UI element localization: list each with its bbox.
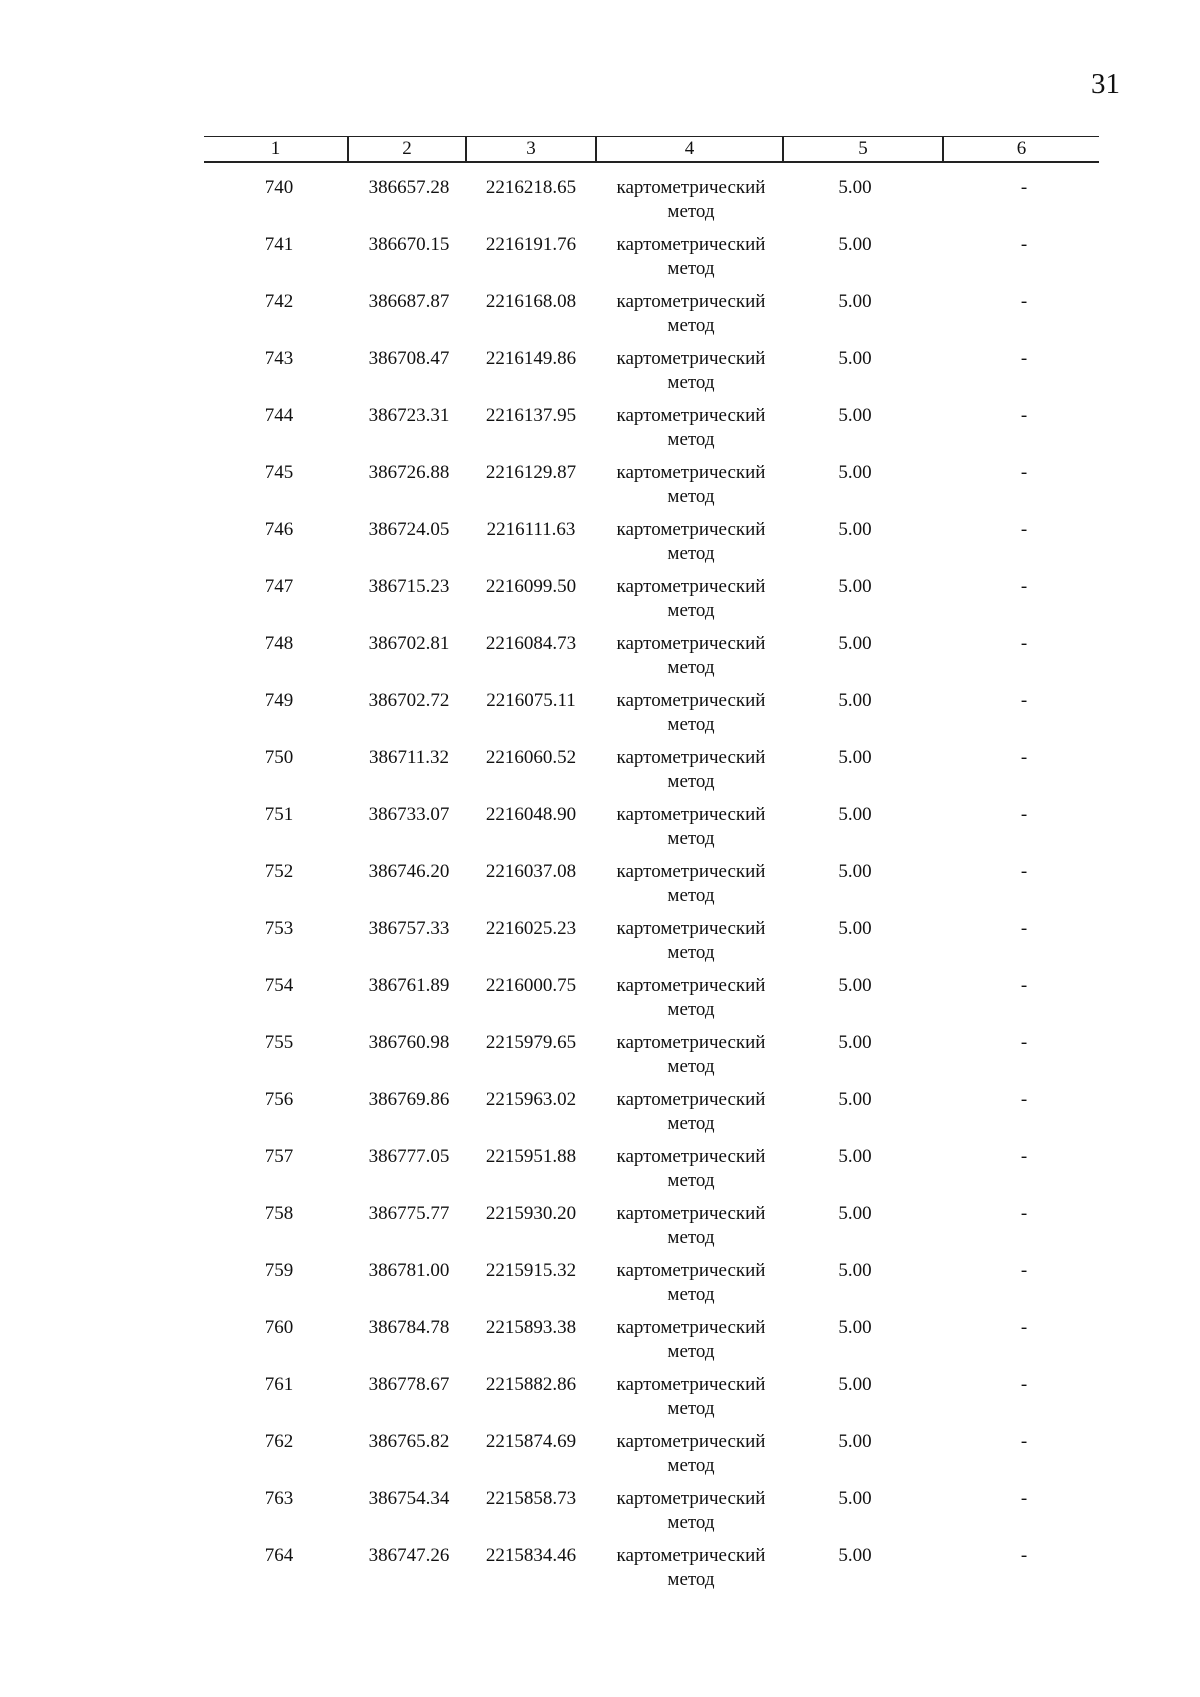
coordinate-y: 2216149.86 (485, 348, 577, 369)
method-line-1: картометрический (616, 1317, 766, 1338)
coordinate-y: 2216111.63 (486, 519, 576, 540)
method-line-1: картометрический (616, 1203, 766, 1224)
table-row (204, 233, 1099, 290)
coordinate-x: 386670.15 (368, 234, 450, 255)
method-line-2: метод (667, 1284, 715, 1305)
coordinate-y: 2216129.87 (485, 462, 577, 483)
accuracy-value: 5.00 (838, 405, 872, 426)
method-cell (601, 746, 781, 794)
table-row (204, 860, 1099, 917)
description-value: - (1020, 1146, 1028, 1167)
method-line-1: картометрический (616, 1545, 766, 1566)
coordinate-y: 2216037.08 (485, 861, 577, 882)
method-line-2: метод (667, 828, 715, 849)
point-number: 764 (264, 1545, 294, 1566)
method-line-1: картометрический (616, 1488, 766, 1509)
accuracy-value: 5.00 (838, 234, 872, 255)
coordinate-y: 2215893.38 (485, 1317, 577, 1338)
method-cell (601, 404, 781, 452)
point-number: 761 (264, 1374, 294, 1395)
coordinate-y: 2216075.11 (486, 690, 576, 711)
coordinate-y: 2216099.50 (485, 576, 577, 597)
method-line-2: метод (667, 1170, 715, 1191)
coordinate-x: 386711.32 (368, 747, 450, 768)
point-number: 740 (264, 177, 294, 198)
description-value: - (1020, 234, 1028, 255)
point-number: 755 (264, 1032, 294, 1053)
coordinate-x: 386777.05 (368, 1146, 450, 1167)
accuracy-value: 5.00 (838, 804, 872, 825)
table-row (204, 974, 1099, 1031)
method-line-1: картометрический (616, 348, 766, 369)
coordinate-x: 386746.20 (368, 861, 450, 882)
point-number: 743 (264, 348, 294, 369)
accuracy-value: 5.00 (838, 462, 872, 483)
method-line-2: метод (667, 1569, 715, 1590)
accuracy-value: 5.00 (838, 291, 872, 312)
method-line-1: картометрический (616, 918, 766, 939)
coordinate-x: 386687.87 (368, 291, 450, 312)
accuracy-value: 5.00 (838, 633, 872, 654)
method-cell (601, 518, 781, 566)
coordinate-x: 386757.33 (368, 918, 450, 939)
method-line-1: картометрический (616, 1374, 766, 1395)
point-number: 758 (264, 1203, 294, 1224)
accuracy-value: 5.00 (838, 1374, 872, 1395)
method-line-2: метод (667, 885, 715, 906)
coordinate-x: 386726.88 (368, 462, 450, 483)
method-line-2: метод (667, 1227, 715, 1248)
coordinate-x: 386754.34 (368, 1488, 450, 1509)
table-row (204, 575, 1099, 632)
method-line-2: метод (667, 714, 715, 735)
point-number: 752 (264, 861, 294, 882)
accuracy-value: 5.00 (838, 1431, 872, 1452)
column-header-3: 3 (467, 137, 597, 161)
table-row (204, 1544, 1099, 1601)
method-cell (601, 1373, 781, 1421)
coordinate-y: 2215963.02 (485, 1089, 577, 1110)
method-line-2: метод (667, 1455, 715, 1476)
coordinate-x: 386781.00 (368, 1260, 450, 1281)
method-cell (601, 1544, 781, 1592)
accuracy-value: 5.00 (838, 576, 872, 597)
method-cell (601, 1316, 781, 1364)
accuracy-value: 5.00 (838, 975, 872, 996)
coordinate-x: 386708.47 (368, 348, 450, 369)
description-value: - (1020, 405, 1028, 426)
accuracy-value: 5.00 (838, 348, 872, 369)
accuracy-value: 5.00 (838, 1545, 872, 1566)
point-number: 753 (264, 918, 294, 939)
description-value: - (1020, 462, 1028, 483)
table-row (204, 404, 1099, 461)
description-value: - (1020, 1317, 1028, 1338)
method-cell (601, 860, 781, 908)
coordinate-y: 2215951.88 (485, 1146, 577, 1167)
point-number: 754 (264, 975, 294, 996)
method-cell (601, 176, 781, 224)
column-header-2: 2 (349, 137, 467, 161)
point-number: 757 (264, 1146, 294, 1167)
coordinate-x: 386761.89 (368, 975, 450, 996)
description-value: - (1020, 1545, 1028, 1566)
method-line-2: метод (667, 1341, 715, 1362)
method-line-2: метод (667, 543, 715, 564)
coordinate-y: 2215979.65 (485, 1032, 577, 1053)
method-line-2: метод (667, 486, 715, 507)
description-value: - (1020, 291, 1028, 312)
description-value: - (1020, 804, 1028, 825)
coordinate-y: 2216191.76 (485, 234, 577, 255)
accuracy-value: 5.00 (838, 747, 872, 768)
accuracy-value: 5.00 (838, 1317, 872, 1338)
coordinate-y: 2216084.73 (485, 633, 577, 654)
method-line-2: метод (667, 600, 715, 621)
method-cell (601, 974, 781, 1022)
coordinate-y: 2216218.65 (485, 177, 577, 198)
method-line-1: картометрический (616, 291, 766, 312)
method-line-2: метод (667, 1512, 715, 1533)
method-line-1: картометрический (616, 747, 766, 768)
coordinate-y: 2215882.86 (485, 1374, 577, 1395)
table-row (204, 1259, 1099, 1316)
point-number: 756 (264, 1089, 294, 1110)
method-cell (601, 1259, 781, 1307)
column-header-6: 6 (1016, 138, 1027, 159)
description-value: - (1020, 1374, 1028, 1395)
accuracy-value: 5.00 (838, 861, 872, 882)
point-number: 749 (264, 690, 294, 711)
method-cell (601, 347, 781, 395)
column-header-4: 4 (597, 137, 784, 161)
table-row (204, 746, 1099, 803)
method-line-1: картометрический (616, 576, 766, 597)
coordinate-x: 386775.77 (368, 1203, 450, 1224)
method-cell (601, 233, 781, 281)
method-cell (601, 917, 781, 965)
method-line-1: картометрический (616, 234, 766, 255)
coordinate-x: 386702.72 (368, 690, 450, 711)
accuracy-value: 5.00 (838, 519, 872, 540)
description-value: - (1020, 690, 1028, 711)
coordinate-x: 386733.07 (368, 804, 450, 825)
table-row (204, 1145, 1099, 1202)
method-line-2: метод (667, 942, 715, 963)
column-header-5: 5 (784, 137, 944, 161)
table-row (204, 1430, 1099, 1487)
description-value: - (1020, 918, 1028, 939)
point-number: 747 (264, 576, 294, 597)
coordinate-y: 2215930.20 (485, 1203, 577, 1224)
table-row (204, 176, 1099, 233)
coordinate-x: 386760.98 (368, 1032, 450, 1053)
coordinate-x: 386715.23 (368, 576, 450, 597)
table-row (204, 347, 1099, 404)
point-number: 744 (264, 405, 294, 426)
method-cell (601, 1430, 781, 1478)
method-line-1: картометрический (616, 1032, 766, 1053)
table-row (204, 1031, 1099, 1088)
method-line-1: картометрический (616, 690, 766, 711)
method-cell (601, 290, 781, 338)
method-line-2: метод (667, 315, 715, 336)
coordinate-y: 2216137.95 (485, 405, 577, 426)
coordinate-y: 2215915.32 (485, 1260, 577, 1281)
method-line-1: картометрический (616, 177, 766, 198)
method-cell (601, 1202, 781, 1250)
point-number: 748 (264, 633, 294, 654)
point-number: 762 (264, 1431, 294, 1452)
method-line-1: картометрический (616, 804, 766, 825)
method-line-2: метод (667, 771, 715, 792)
method-line-2: метод (667, 1113, 715, 1134)
description-value: - (1020, 861, 1028, 882)
coordinate-x: 386657.28 (368, 177, 450, 198)
method-line-2: метод (667, 1398, 715, 1419)
table-row (204, 518, 1099, 575)
description-value: - (1020, 1032, 1028, 1053)
point-number: 759 (264, 1260, 294, 1281)
coordinate-x: 386784.78 (368, 1317, 450, 1338)
table-header (204, 136, 1099, 163)
coordinate-y: 2215834.46 (485, 1545, 577, 1566)
description-value: - (1020, 975, 1028, 996)
coordinate-x: 386765.82 (368, 1431, 450, 1452)
coordinate-y: 2216000.75 (485, 975, 577, 996)
table-row (204, 1373, 1099, 1430)
method-cell (601, 461, 781, 509)
description-value: - (1020, 576, 1028, 597)
method-line-1: картометрический (616, 861, 766, 882)
accuracy-value: 5.00 (838, 1089, 872, 1110)
method-cell (601, 1088, 781, 1136)
point-number: 742 (264, 291, 294, 312)
method-line-1: картометрический (616, 1146, 766, 1167)
coordinate-y: 2215858.73 (485, 1488, 577, 1509)
accuracy-value: 5.00 (838, 1203, 872, 1224)
method-cell (601, 1031, 781, 1079)
table-row (204, 917, 1099, 974)
accuracy-value: 5.00 (838, 1488, 872, 1509)
method-cell (601, 1145, 781, 1193)
method-cell (601, 1487, 781, 1535)
method-line-2: метод (667, 999, 715, 1020)
table-row (204, 1088, 1099, 1145)
coordinate-x: 386769.86 (368, 1089, 450, 1110)
table-row (204, 1316, 1099, 1373)
method-line-1: картометрический (616, 462, 766, 483)
description-value: - (1020, 1488, 1028, 1509)
method-cell (601, 689, 781, 737)
point-number: 741 (264, 234, 294, 255)
table-row (204, 461, 1099, 518)
accuracy-value: 5.00 (838, 1032, 872, 1053)
coordinate-x: 386724.05 (368, 519, 450, 540)
method-line-2: метод (667, 372, 715, 393)
description-value: - (1020, 747, 1028, 768)
method-line-2: метод (667, 258, 715, 279)
description-value: - (1020, 633, 1028, 654)
method-line-1: картометрический (616, 1431, 766, 1452)
accuracy-value: 5.00 (838, 1260, 872, 1281)
method-line-2: метод (667, 1056, 715, 1077)
method-line-1: картометрический (616, 1260, 766, 1281)
coordinate-y: 2216048.90 (485, 804, 577, 825)
method-cell (601, 575, 781, 623)
description-value: - (1020, 519, 1028, 540)
method-line-2: метод (667, 201, 715, 222)
method-line-2: метод (667, 657, 715, 678)
coordinate-y: 2216168.08 (485, 291, 577, 312)
coordinate-x: 386723.31 (368, 405, 450, 426)
accuracy-value: 5.00 (838, 177, 872, 198)
accuracy-value: 5.00 (838, 918, 872, 939)
method-line-1: картометрический (616, 975, 766, 996)
method-cell (601, 632, 781, 680)
method-cell (601, 803, 781, 851)
column-header-1: 1 (204, 137, 349, 161)
method-line-1: картометрический (616, 519, 766, 540)
coordinate-y: 2216025.23 (485, 918, 577, 939)
method-line-1: картометрический (616, 405, 766, 426)
coordinate-y: 2215874.69 (485, 1431, 577, 1452)
description-value: - (1020, 348, 1028, 369)
description-value: - (1020, 1203, 1028, 1224)
point-number: 763 (264, 1488, 294, 1509)
description-value: - (1020, 1431, 1028, 1452)
table-row (204, 290, 1099, 347)
accuracy-value: 5.00 (838, 690, 872, 711)
description-value: - (1020, 177, 1028, 198)
table-body (204, 176, 1099, 1601)
table-row (204, 1487, 1099, 1544)
point-number: 750 (264, 747, 294, 768)
point-number: 760 (264, 1317, 294, 1338)
method-line-1: картометрический (616, 1089, 766, 1110)
coordinate-x: 386778.67 (368, 1374, 450, 1395)
method-line-2: метод (667, 429, 715, 450)
page-number: 31 (1091, 68, 1120, 100)
coordinate-y: 2216060.52 (485, 747, 577, 768)
method-line-1: картометрический (616, 633, 766, 654)
description-value: - (1020, 1089, 1028, 1110)
table-row (204, 803, 1099, 860)
description-value: - (1020, 1260, 1028, 1281)
point-number: 745 (264, 462, 294, 483)
coordinate-x: 386702.81 (368, 633, 450, 654)
table-row (204, 632, 1099, 689)
coordinate-x: 386747.26 (368, 1545, 450, 1566)
table-row (204, 689, 1099, 746)
accuracy-value: 5.00 (838, 1146, 872, 1167)
point-number: 751 (264, 804, 294, 825)
point-number: 746 (264, 519, 294, 540)
table-row (204, 1202, 1099, 1259)
